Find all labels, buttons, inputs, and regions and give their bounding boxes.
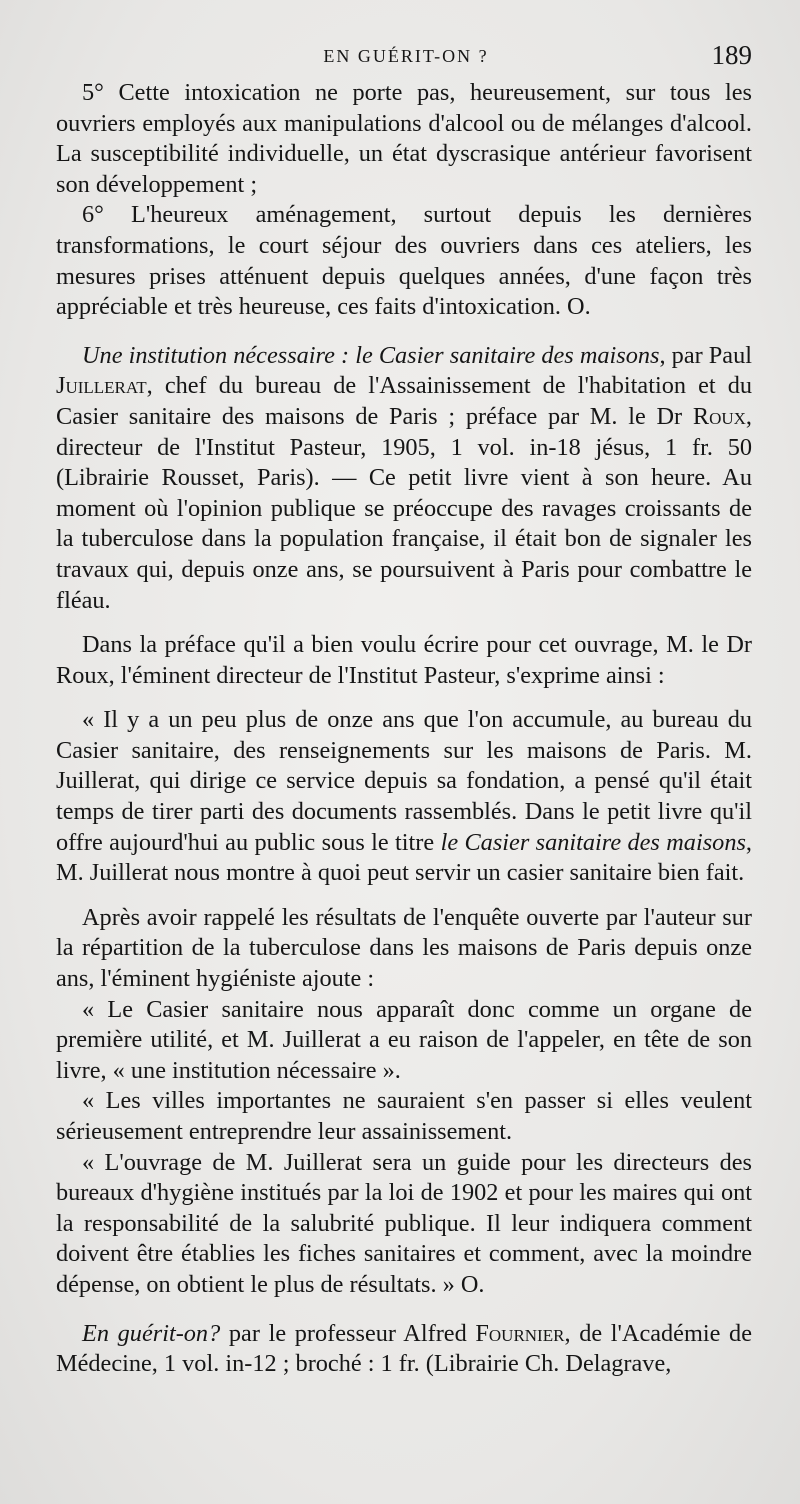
text-segment: , M. Juillerat nous montre à quoi peut servir un casier sanitaire bien fait. (56, 828, 752, 887)
text-segment: , chef du bureau de l'Assainissement de l'habitation et du Casier sanitaire des maisons de Paris ; préface par M. le Dr (56, 372, 752, 430)
book-title: En guérit-on? (82, 1319, 221, 1347)
page-header (60, 40, 752, 80)
running-title: EN GUÉRIT-ON ? (323, 46, 489, 66)
text-segment: « Il y a un peu plus de onze ans que l'on accumule, au bureau du Casier sanitaire, des renseignements sur les maisons de Paris. M. Juillerat, qui dirige ce service depuis sa fondation, a pensé qu'il était temps de tirer parti des documents rassemblés. Dans le petit livre qu'il offre aujourd'hui au public sous le titre (56, 706, 752, 856)
paragraph-book-review-fournier (56, 1319, 752, 1380)
paragraph-6: Après avoir rappelé les résultats de l'enquête ouverte par l'auteur sur la répartition de la tuberculose dans les maisons de Paris depuis onze ans, l'éminent hygiéniste ajoute : (56, 903, 752, 993)
paragraph-quote-1 (56, 705, 752, 889)
text-segment: , de l'Académie de Médecine, 1 vol. in-12 ; broché : 1 fr. (Librairie Ch. Delagrave, (56, 1319, 752, 1378)
text-segment: , par Paul (659, 341, 752, 369)
page-number: 189 (711, 40, 752, 70)
author-name: Fournier (475, 1319, 565, 1347)
book-title: Une institution nécessaire : le Casier sanitaire des maisons (82, 341, 660, 369)
paragraph-4: Dans la préface qu'il a bien voulu écrire pour cet ouvrage, M. le Dr Roux, l'éminent directeur de l'Institut Pasteur, s'exprime ainsi : (56, 631, 752, 689)
paragraph-quote-2: « Le Casier sanitaire nous apparaît donc comme un organe de première utilité, et M. Juillerat a eu raison de l'appeler, en tête de son livre, « une institution nécessaire ». (56, 995, 752, 1084)
book-title-inline: le Casier sanitaire des maisons (440, 828, 746, 856)
text-segment: par le professeur Alfred (220, 1319, 476, 1347)
text-segment: , directeur de l'Institut Pasteur, 1905, 1 vol. in-18 jésus, 1 fr. 50 (Librairie Rousset, Paris). — Ce petit livre vient à son heure. Au moment où l'opinion publique se préoccupe des ravages croissants de la tuberculose dans la population française, il était bon de signaler les travaux qui, depuis onze ans, se poursuivent à Paris pour combattre le fléau. (56, 402, 752, 614)
paragraph-quote-4: « L'ouvrage de M. Juillerat sera un guide pour les directeurs des bureaux d'hygiène institués par la loi de 1902 et pour les maires qui ont la responsabilité de la salubrité publique. Il leur indiquera comment doivent être établies les fiches sanitaires et comment, avec la moindre dépense, on obtient le plus de résultats. » O. (56, 1148, 752, 1298)
author-name: Juillerat (56, 372, 147, 400)
paragraph-book-review-casier (56, 341, 752, 616)
person-name: Roux (692, 402, 746, 430)
body-text (56, 78, 752, 1380)
paragraph-quote-3: « Les villes importantes ne sauraient s'en passer si elles veulent sérieusement entreprendre leur assainissement. (56, 1087, 752, 1145)
paragraph-2: 6° L'heureux aménagement, surtout depuis les dernières transformations, le court séjour des ouvriers dans ces ateliers, les mesures prises atténuent depuis quelques années, d'une façon très appréciable et très heureuse, ces faits d'intoxication. O. (56, 201, 752, 321)
paragraph-1: 5° Cette intoxication ne porte pas, heureusement, sur tous les ouvriers employés aux manipulations d'alcool ou de mélanges d'alcool. La susceptibilité individuelle, un état dyscrasique antérieur favorisent son développement ; (56, 79, 752, 198)
